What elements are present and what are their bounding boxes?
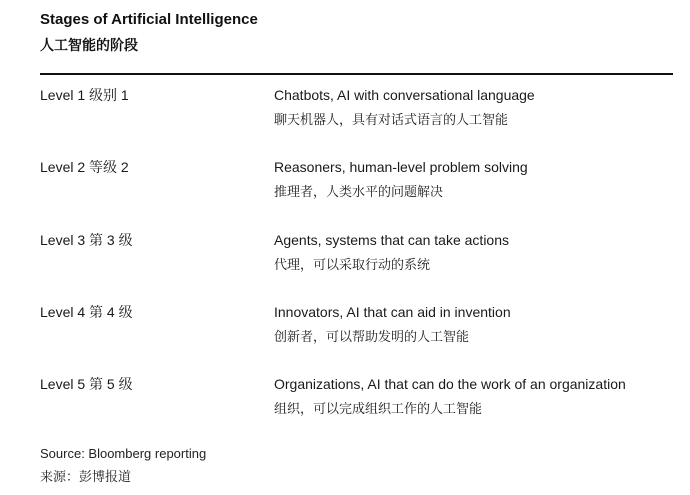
level-label: Level 1 级别 1 bbox=[40, 87, 129, 103]
level-description-chinese: 聊天机器人，具有对话式语言的人工智能 bbox=[274, 112, 509, 127]
level-row-4 bbox=[40, 303, 680, 353]
level-description-english: Innovators, AI that can aid in invention bbox=[274, 304, 511, 320]
level-description-english: Organizations, AI that can do the work of an organization bbox=[274, 376, 626, 392]
level-row-3 bbox=[40, 231, 680, 281]
level-label: Level 4 第 4 级 bbox=[40, 304, 133, 320]
source-english: Source: Bloomberg reporting bbox=[40, 446, 207, 461]
level-description-english: Agents, systems that can take actions bbox=[274, 232, 510, 248]
level-label: Level 5 第 5 级 bbox=[40, 376, 133, 392]
level-row-2 bbox=[40, 158, 680, 208]
level-label: Level 3 第 3 级 bbox=[40, 232, 133, 248]
level-description-chinese: 推理者，人类水平的问题解决 bbox=[274, 184, 444, 199]
level-description-english: Reasoners, human-level problem solving bbox=[274, 159, 528, 175]
level-description-english: Chatbots, AI with conversational language bbox=[274, 87, 535, 103]
source-chinese: 来源：彭博报道 bbox=[40, 469, 132, 484]
title-chinese: 人工智能的阶段 bbox=[40, 37, 138, 53]
level-row-5 bbox=[40, 375, 680, 425]
level-row-1 bbox=[40, 86, 680, 136]
header-divider bbox=[40, 73, 673, 75]
title-english: Stages of Artificial Intelligence bbox=[40, 11, 258, 28]
level-description-chinese: 组织，可以完成组织工作的人工智能 bbox=[274, 401, 483, 416]
level-description-chinese: 代理，可以采取行动的系统 bbox=[274, 257, 431, 272]
level-description-chinese: 创新者，可以帮助发明的人工智能 bbox=[274, 329, 470, 344]
level-label: Level 2 等级 2 bbox=[40, 159, 129, 175]
